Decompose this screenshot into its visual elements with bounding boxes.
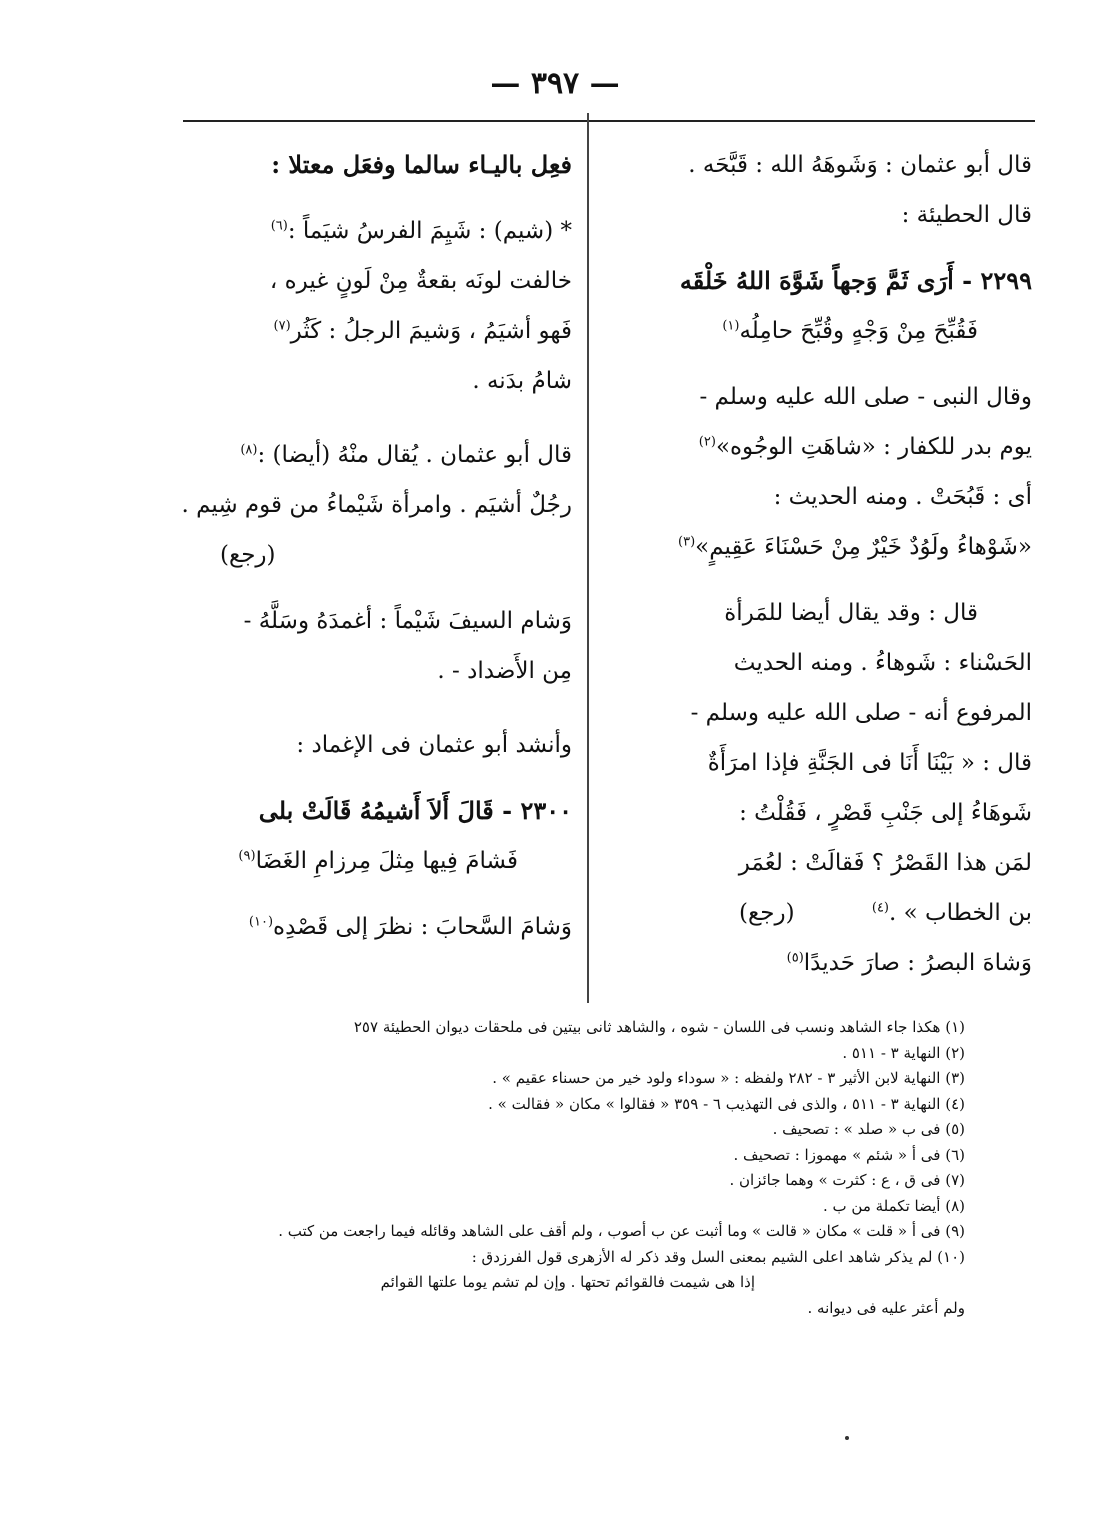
text-line: الحَسْناء : شَوهاءُ . ومنه الحديث (733, 650, 1032, 676)
text-line: «شَوْهاءُ ولَوُدٌ خَيْرٌ مِنْ حَسْنَاءَ عَقِيمٍ»$^{(٣)}$ (678, 534, 1032, 560)
text-line: وقال النبى - صلى الله عليه وسلم - (699, 384, 1032, 410)
text-line: شَوهَاءُ إلى جَنْبِ قَصْرٍ ، فَقُلْتُ : (739, 800, 1032, 826)
left-column (180, 140, 572, 952)
text-line: قال الحطيئة : (901, 202, 1032, 228)
verse-line: فَشامَ فِيها مِثلَ مِرزامِ الغَضَا$^{(٩)}$ (238, 848, 518, 874)
text-line: لمَن هذا القَصْرُ ؟ فَقالَتْ : لعُمَر (738, 850, 1032, 876)
footnote: (١٠) لم يذكر شاهد اعلى الشيم بمعنى السل وقد ذكر له الأزهرى قول الفرزدق : (471, 1247, 965, 1266)
footnote: (٤) النهاية ٣ - ٥١١ ، والذى فى التهذيب ٦ - ٣٥٩ « فقالوا » مكان « فقالت » . (488, 1094, 965, 1113)
text-line: رجُلٌ أشيَم . وامرأة شَيْماءُ من قوم شِيم . (181, 492, 572, 518)
back-marker: (رجع) (220, 542, 276, 568)
footnote-ref: (١) (722, 318, 740, 334)
text-line: أى : قَبُحَتْ . ومنه الحديث : (773, 484, 1032, 510)
text-line: خالفت لونَه بقعةٌ مِنْ لَونٍ غيره ، (269, 268, 572, 294)
back-marker: (رجع) (739, 900, 795, 926)
footnote-ref: (٥) (786, 950, 804, 966)
footnotes (190, 1015, 965, 1321)
footnote-verse: إذا هى شيمت فالقوائم تحتها . وإن لم تشم يوما علتها القوائم (380, 1273, 755, 1291)
text-line: بن الخطاب » .$^{(٤)}$ (رجع) (739, 900, 1032, 926)
text-line: شامُ بدَنه . (472, 368, 572, 394)
text-line: قال : « بَيْنَا أَنَا فى الجَنَّةِ فإذا امرَأَةٌ (707, 750, 1032, 776)
text-line: وَشامَ السَّحابَ : نظرَ إلى قَصْدِه$^{(١٠)}$ (248, 914, 572, 940)
footnote: (٥) فى ب « صلد » : تصحيف . (772, 1120, 965, 1138)
footnote-ref: (٢) (698, 434, 716, 450)
verse-line: ٢٣٠٠ - قَالَ أَلاَ أَشيمُهُ قَالَتْ بلى (258, 796, 572, 825)
footnote: (٣) النهاية لابن الأثير ٣ - ٢٨٢ ولفظه : « سوداء ولود خير من حسناء عقيم » . (492, 1069, 965, 1087)
footnote: (١) هكذا جاء الشاهد ونسب فى اللسان - شوه ، والشاهد ثانى بيتين فى ملحقات ديوان الحطيئة ٢٥٧ (353, 1018, 965, 1036)
text-line: قال : وقد يقال أيضا للمَرأة (724, 600, 978, 626)
footnote: (٧) فى ق ، ع : كثرت » وهما جائزان . (729, 1171, 965, 1189)
text-line: فَهو أشيَمُ ، وَشيمَ الرجلُ : كَثُر$^{(٧)}$ (273, 318, 572, 344)
column-divider (587, 113, 589, 1003)
text-line: وأنشد أبو عثمان فى الإغماد : (296, 732, 572, 758)
text-line: قال أبو عثمان . يُقال منْهُ (أيضا) :$^{(٨)}$ (240, 442, 572, 468)
footnote-ref: (٨) (240, 442, 258, 458)
verse-line: فَقُبِّحَ مِنْ وَجْهٍ وقُبِّحَ حامِلُه$^{(١)}$ (722, 318, 978, 344)
header-rule (183, 120, 1035, 122)
verse-line: ٢٢٩٩ - أَرَى ثَمَّ وَجهاً شَوَّهَ اللهُ خَلْقَه (679, 266, 1032, 295)
section-heading: فعِل باليـاء سالما وفعَل معتلا : (271, 150, 572, 179)
text-line: قال أبو عثمان : وَشَوهَهُ الله : قَبَّحَه . (688, 152, 1032, 178)
footnote: (٦) فى أ « شئم » مهموزا : تصحيف . (733, 1145, 965, 1164)
footnote: (٢) النهاية ٣ - ٥١١ . (842, 1043, 965, 1062)
text-line: مِن الأَضداد - . (437, 658, 572, 684)
footnote-ref: (٣) (678, 534, 696, 550)
footnote-ref: (١٠) (248, 914, 274, 930)
text-line: * (شيم) : شَيِمَ الفرسُ شيَماً :$^{(٦)}$ (270, 218, 572, 244)
text-line: المرفوع أنه - صلى الله عليه وسلم - (690, 700, 1032, 726)
footnote-ref: (٦) (270, 218, 288, 234)
ink-dot (845, 1436, 849, 1440)
right-column (612, 140, 1032, 988)
footnote: (٩) فى أ « قلت » مكان « قالت » وما أثبت عن ب أصوب ، ولم أقف على الشاهد وقائله فيما راجعت من كتب . (278, 1222, 965, 1240)
text-line: وَشام السيفَ شَيْماً : أغمدَهُ وسَلَّهُ - (243, 608, 572, 634)
footnote-ref: (٩) (238, 848, 256, 864)
footnote-ref: (٤) (871, 900, 889, 916)
text-line: وَشاهَ البصرُ : صارَ حَديدًا$^{(٥)}$ (786, 950, 1032, 976)
footnote: (٨) أيضا تكملة من ب . (822, 1196, 965, 1215)
text-line: يوم بدر للكفار : «شاهَتِ الوجُوه»$^{(٢)}$ (698, 434, 1032, 460)
footnote: ولم أعثر عليه فى ديوانه . (807, 1298, 965, 1317)
footnote-ref: (٧) (273, 318, 291, 334)
page-number: — ٣٩٧ — (490, 66, 620, 101)
